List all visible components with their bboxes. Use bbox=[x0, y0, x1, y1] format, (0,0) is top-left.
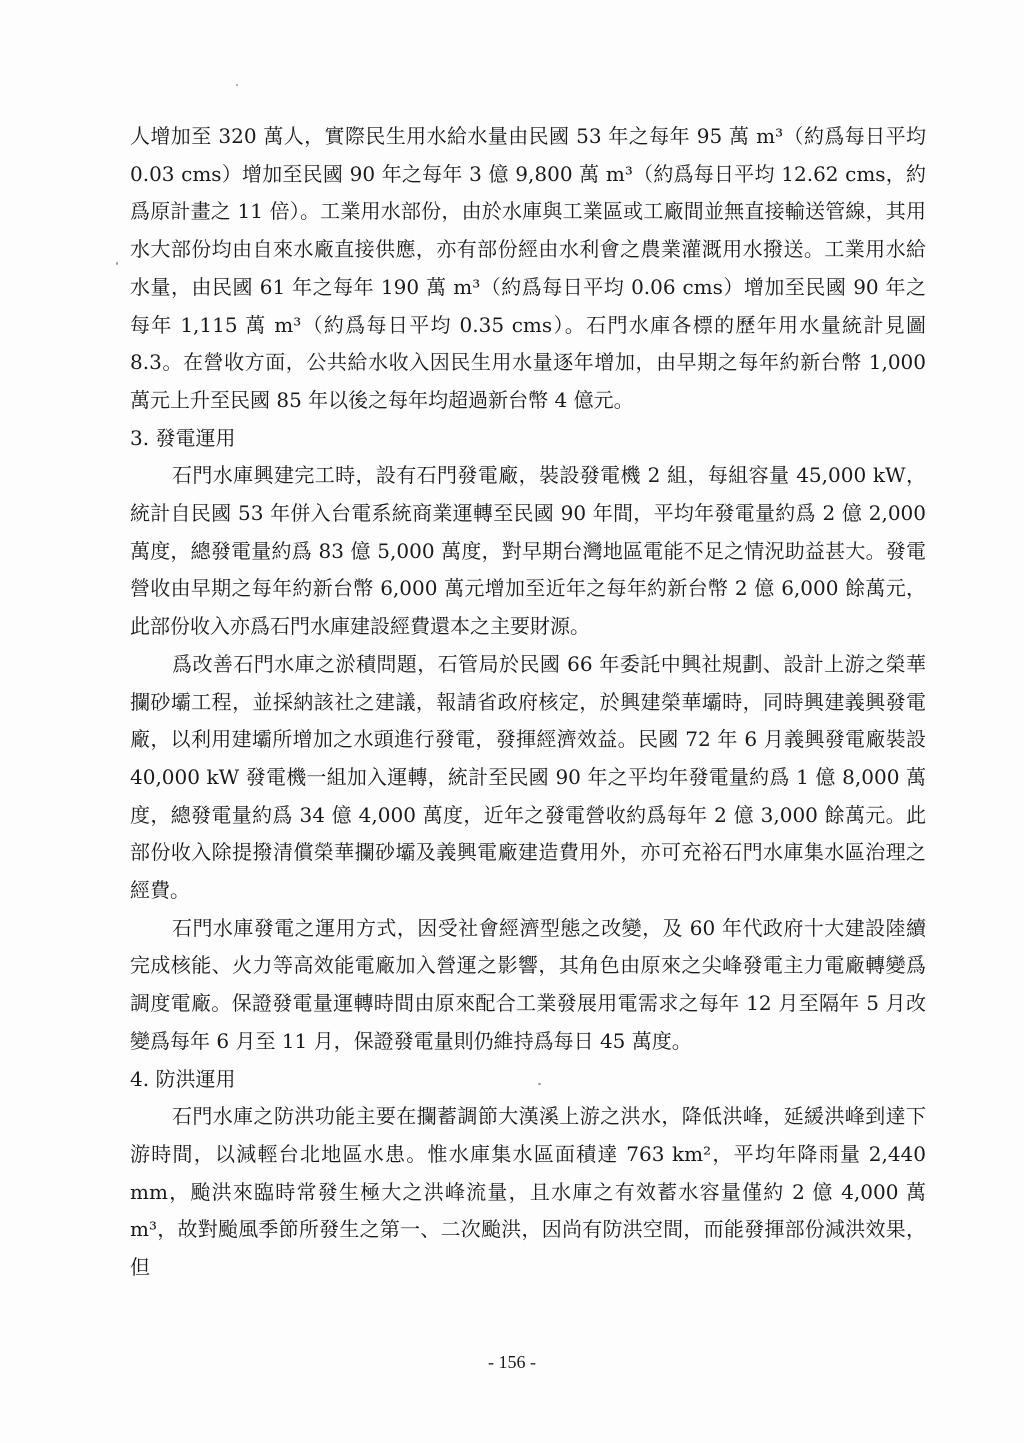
paragraph-water-supply-continued: 人增加至 320 萬人，實際民生用水給水量由民國 53 年之每年 95 萬 m³（約爲每日平均 0.03 cms）增加至民國 90 年之每年 3 億 9,800 萬 m³（約爲每日平均 12.62 cms，約爲原計畫之 11 倍）。工業用水部份，由於水庫與工業區或工廠間並無直接輸送管線，其用水大部份均由自來水廠直接供應，亦有部份經由水利會之農業灌溉用水撥送。工業用水給水量，由民國 61 年之每年 190 萬 m³（約爲每日平均 0.06 cms）增加至民國 90 年之每年 1,115 萬 m³（約爲每日平均 0.35 cms）。石門水庫各標的歷年用水量統計見圖 8.3。在營收方面，公共給水收入因民生用水量逐年增加，由早期之每年約新台幣 1,000 萬元上升至民國 85 年以後之每年均超過新台幣 4 億元。 bbox=[130, 124, 926, 412]
paragraph-shimen-power-plant: 石門水庫興建完工時，設有石門發電廠，裝設發電機 2 組，每組容量 45,000 kW，統計自民國 53 年併入台電系統商業運轉至民國 90 年間，平均年發電量約爲 2 億 2,000 萬度，總發電量約爲 83 億 5,000 萬度，對早期台灣地區電能不足之情況助益甚大。發電營收由早期之每年約新台幣 6,000 萬元增加至近年之每年約新台幣 2 億 6,000 餘萬元，此部份收入亦爲石門水庫建設經費還本之主要財源。 bbox=[130, 463, 926, 639]
paragraph-power-operation-mode: 石門水庫發電之運用方式，因受社會經濟型態之改變，及 60 年代政府十大建設陸續完成核能、火力等高效能電廠加入營運之影響，其角色由原來之尖峰發電主力電廠轉變爲調度電廠。保證發電量運轉時間由原來配合工業發展用電需求之每年 12 月至隔年 5 月改變爲每年 6 月至 11 月，保證發電量則仍維持爲每日 45 萬度。 bbox=[130, 915, 926, 1053]
scan-speck bbox=[116, 262, 118, 265]
scan-speck bbox=[236, 84, 238, 86]
scan-speck bbox=[538, 1083, 541, 1085]
page-body bbox=[130, 118, 926, 1287]
paragraph-yixing-power-plant: 爲改善石門水庫之淤積問題，石管局於民國 66 年委託中興社規劃、設計上游之榮華攔砂壩工程，並採納該社之建議，報請省政府核定，於興建榮華壩時，同時興建義興發電廠，以利用建壩所增加之水頭進行發電，發揮經濟效益。民國 72 年 6 月義興發電廠裝設 40,000 kW 發電機一組加入運轉，統計至民國 90 年之平均年發電量約爲 1 億 8,000 萬度，總發電量約爲 34 億 4,000 萬度，近年之發電營收約爲每年 2 億 3,000 餘萬元。此部份收入除提撥清償榮華攔砂壩及義興電廠建造費用外，亦可充裕石門水庫集水區治理之經費。 bbox=[130, 651, 926, 903]
page-number: - 156 - bbox=[488, 1352, 536, 1372]
section-heading-flood-control: 4. 防洪運用 bbox=[130, 1066, 236, 1091]
paragraph-flood-control: 石門水庫之防洪功能主要在攔蓄調節大漢溪上游之洪水，降低洪峰，延緩洪峰到達下游時間，以減輕台北地區水患。惟水庫集水區面積達 763 km²，平均年降雨量 2,440 mm，颱洪來臨時常發生極大之洪峰流量，且水庫之有效蓄水容量僅約 2 億 4,000 萬 m³，故對颱風季節所發生之第一、二次颱洪，因尚有防洪空間，而能發揮部份減洪效果，但 bbox=[130, 1104, 926, 1280]
section-heading-power-generation: 3. 發電運用 bbox=[130, 425, 236, 450]
